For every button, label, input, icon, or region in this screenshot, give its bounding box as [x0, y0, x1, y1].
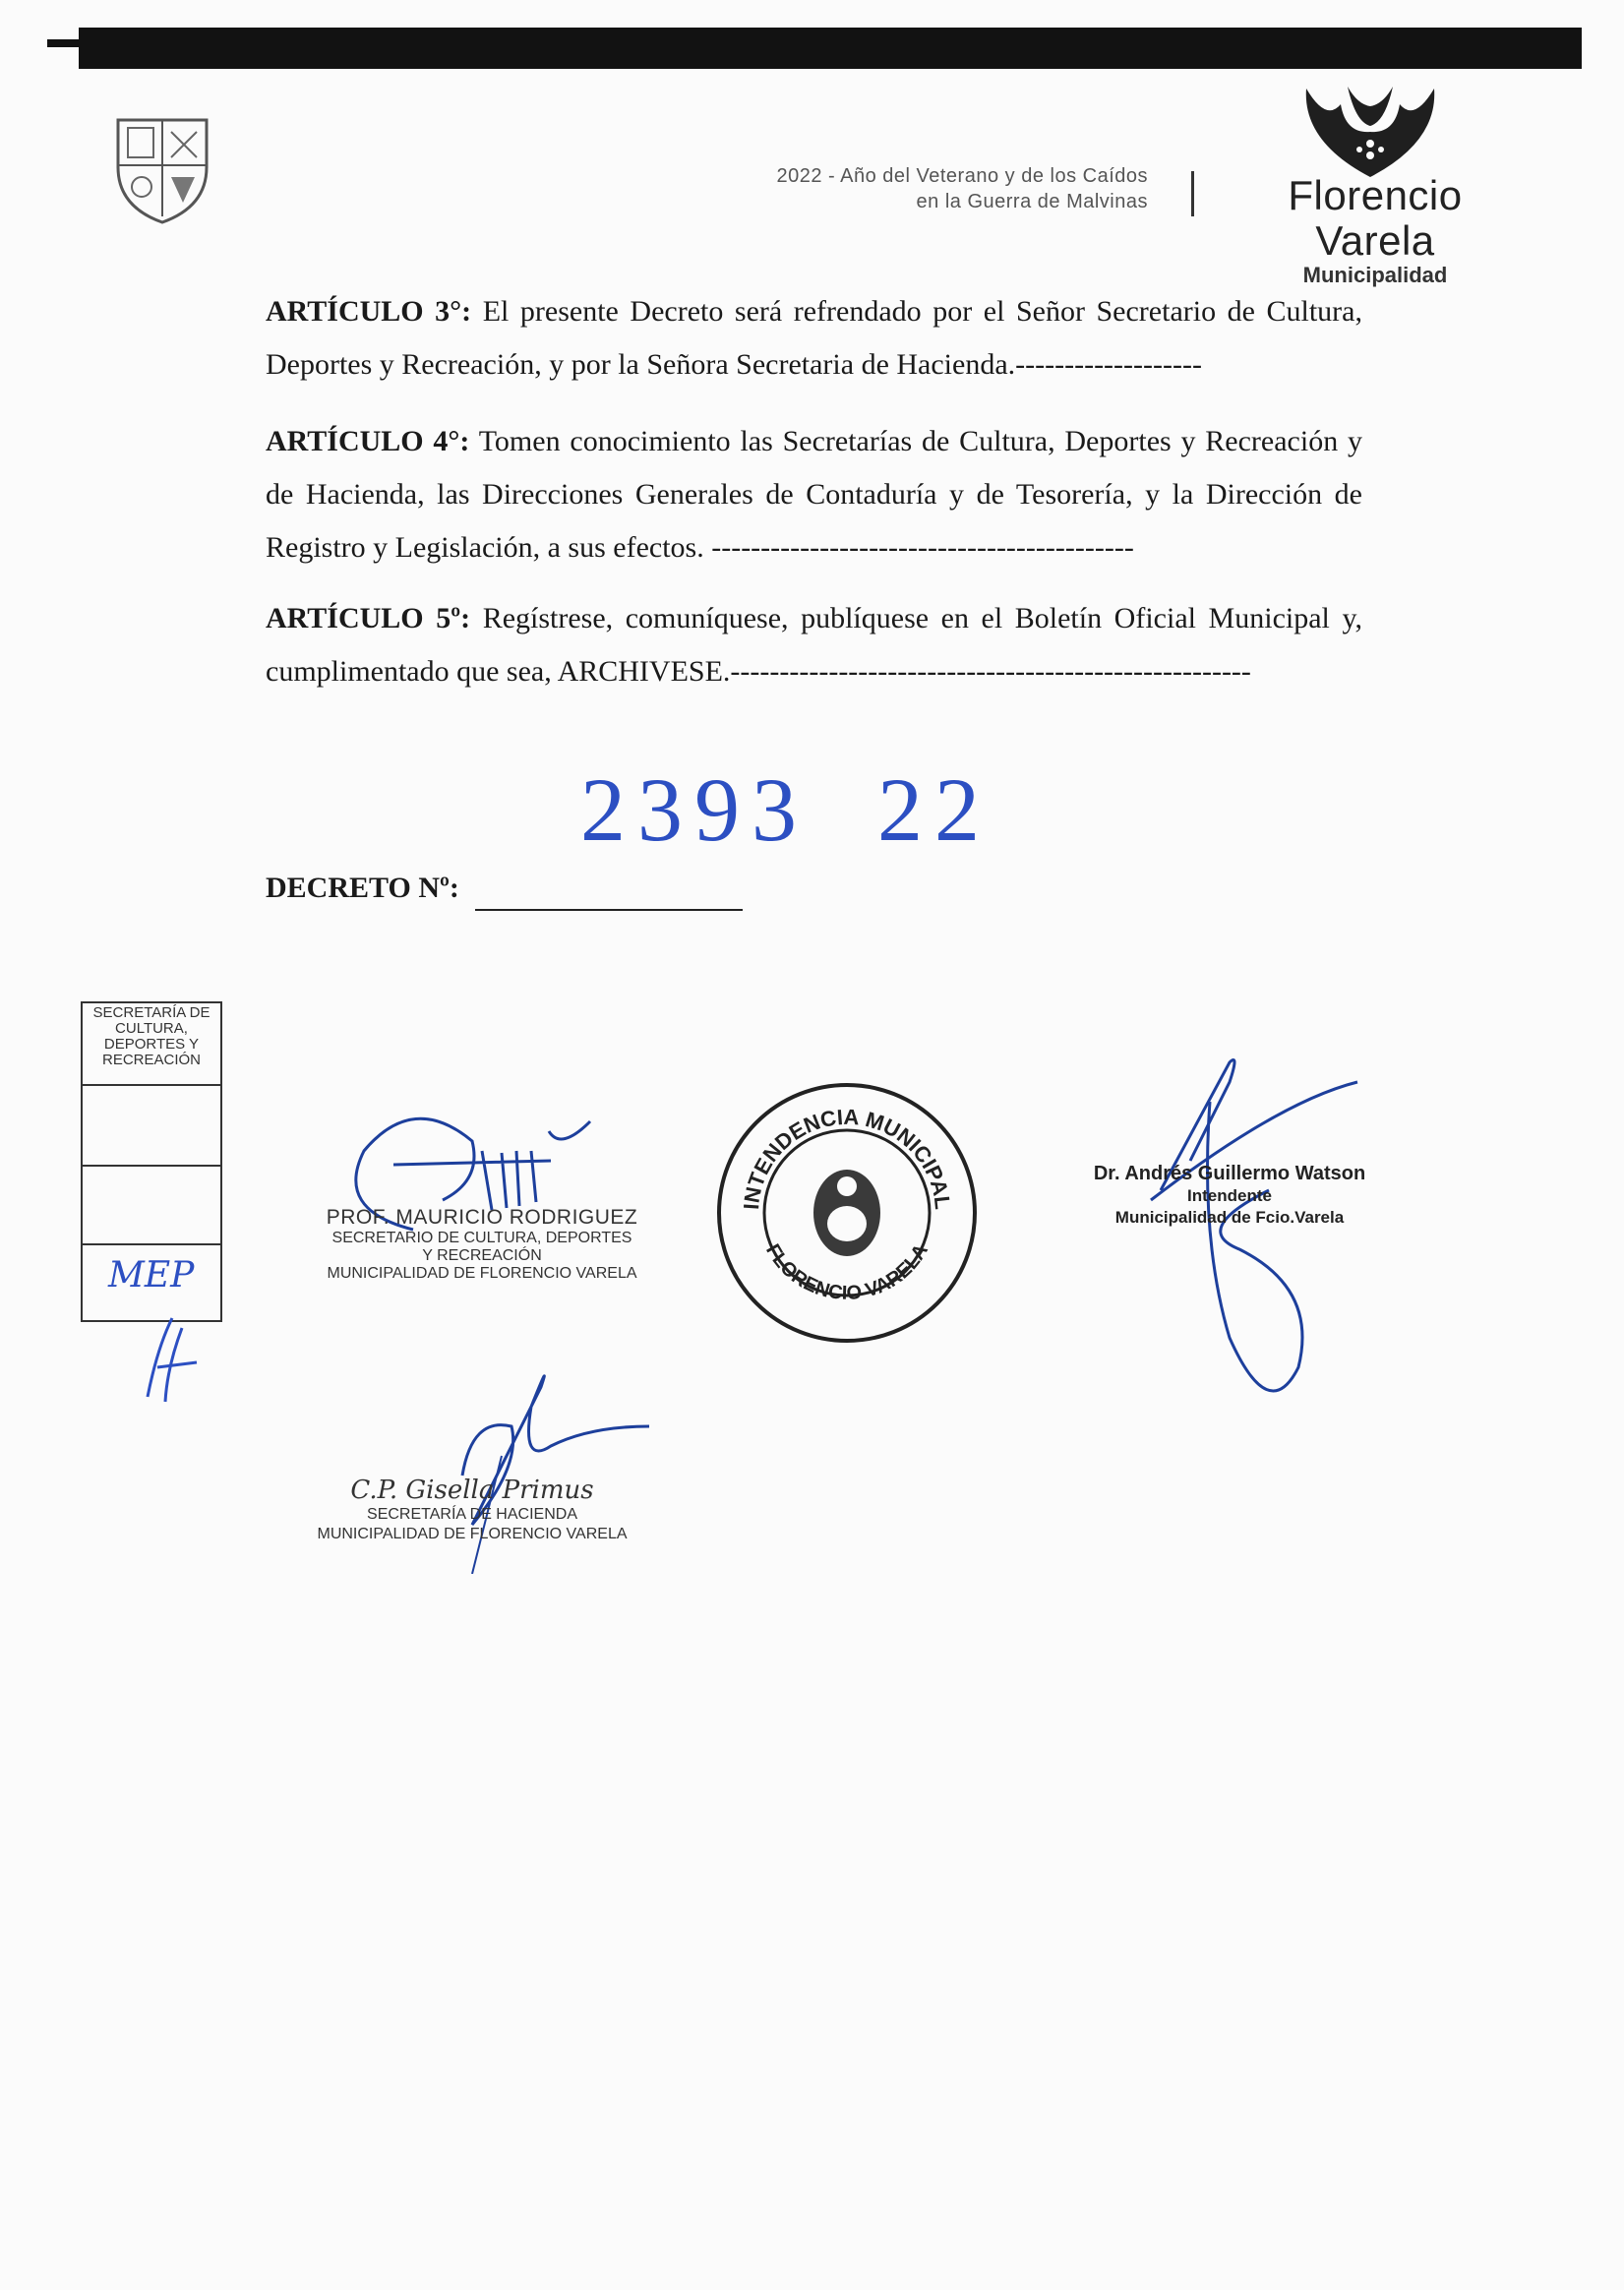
article-label: ARTÍCULO 5º: [266, 602, 471, 634]
review-box-row [83, 1165, 220, 1245]
primus-signature-block [285, 1476, 659, 1544]
article-text: El presente Decreto será refrendado por el Señor Secretario de Cultura, Deportes y Recreación, y por la Señora Secretaria de Hacienda.------------------- [266, 295, 1362, 381]
header-separator [1191, 171, 1194, 216]
rodriguez-signature-block [295, 1206, 669, 1283]
signer-title-line: Y RECREACIÓN [422, 1247, 542, 1264]
motto-line-1: 2022 - Año del Veterano y de los Caídos [776, 165, 1148, 187]
seal-top-text: INTENDENCIA MUNICIPAL [739, 1104, 956, 1211]
decree-underline [475, 909, 743, 911]
signer-title-line: SECRETARÍA DE HACIENDA [367, 1506, 577, 1523]
decree-label: DECRETO Nº: [266, 872, 459, 904]
scan-top-bar [79, 28, 1582, 69]
review-box-row [83, 1086, 220, 1167]
municipal-crest-icon [108, 108, 216, 226]
signer-title-line: Intendente [1187, 1186, 1272, 1205]
florencio-varela-logo-icon [1296, 83, 1444, 181]
review-initials: MEP [108, 1255, 195, 1296]
article-label: ARTÍCULO 4°: [266, 425, 470, 457]
signer-name: C.P. Gisella Primus [350, 1476, 594, 1505]
article-3 [266, 285, 1362, 392]
brand-subtitle: Municipalidad [1302, 263, 1448, 287]
watson-signature-block [1062, 1163, 1397, 1229]
seal-bottom-text: FLORENCIO VARELA [761, 1240, 932, 1305]
article-text: Regístrese, comuníquese, publíquese en el Boletín Oficial Municipal y, cumplimentado que sea, ARCHIVESE.----------------------------------------------------- [266, 602, 1362, 688]
signer-title-line: SECRETARIO DE CULTURA, DEPORTES [331, 1230, 632, 1246]
watson-signature-icon [1131, 1043, 1367, 1426]
initials-signature-icon [128, 1308, 216, 1407]
brand-block [1228, 173, 1523, 287]
scan-top-bar-tip [47, 39, 87, 47]
signer-title-line: MUNICIPALIDAD DE FLORENCIO VARELA [317, 1526, 628, 1542]
article-text: Tomen conocimiento las Secretarías de Cultura, Deportes y Recreación y de Hacienda, las Direcciones Generales de Contaduría y de Tesorería, y la Dirección de Registro y Legislación, a sus efectos. ------------------------------------------- [266, 425, 1363, 564]
year-motto [776, 163, 1148, 214]
review-box-header: SECRETARÍA DE CULTURA, DEPORTES Y RECREACIÓN [83, 1003, 220, 1086]
motto-line-2: en la Guerra de Malvinas [916, 191, 1148, 212]
signer-name: Dr. Andrés Guillermo Watson [1093, 1163, 1366, 1184]
brand-name: Florencio Varela [1288, 172, 1463, 264]
article-label: ARTÍCULO 3°: [266, 295, 472, 328]
signer-name: PROF. MAURICIO RODRIGUEZ [326, 1206, 638, 1229]
signer-title-line: Municipalidad de Fcio.Varela [1114, 1208, 1345, 1227]
decree-number-stamp: 2393 22 [580, 759, 992, 860]
article-4 [266, 415, 1362, 574]
signer-title-line: MUNICIPALIDAD DE FLORENCIO VARELA [327, 1265, 637, 1282]
article-5 [266, 592, 1362, 698]
municipal-seal-icon [710, 1076, 984, 1350]
